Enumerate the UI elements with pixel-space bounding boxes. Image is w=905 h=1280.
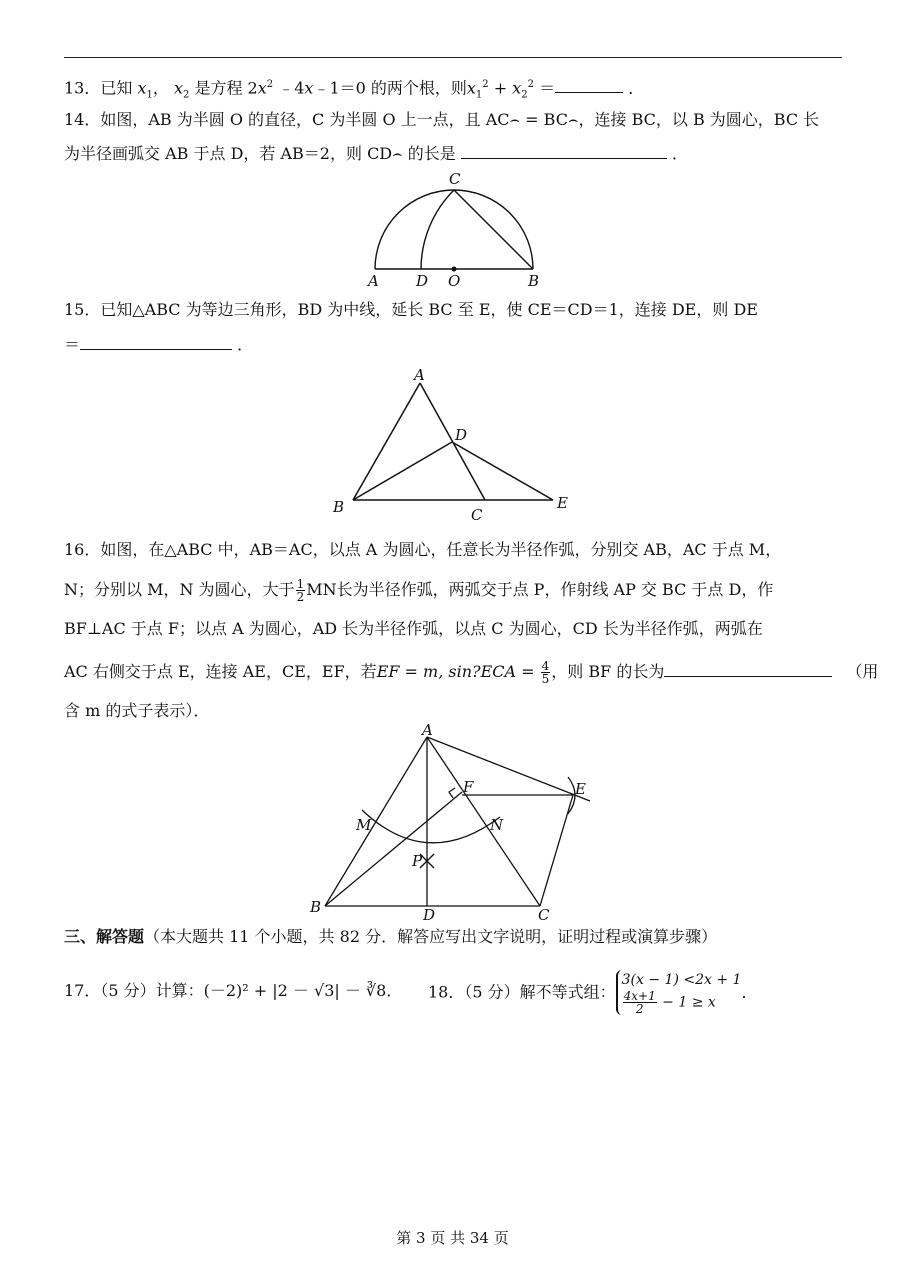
label-M: M <box>356 816 372 834</box>
label-F: F <box>463 778 474 796</box>
question-16-line4: AC 右侧交于点 E，连接 AE，CE，EF，若EF = m, sin?ECA = $\frac{4}{5}$ ，则 BF 的长为 （用 <box>64 659 879 686</box>
inequality-system: 3(x − 1) <2x + 1 $\frac{4x+1}{2}$ − 1 ≥ x <box>616 970 742 1015</box>
question-16-line3: BF⊥AC 于点 F；以点 A 为圆心，AD 长为半径作弧，以点 C 为圆心，CD 长为半径作弧，两弧在 <box>64 619 763 638</box>
figure-15 <box>325 360 585 525</box>
question-16-line5: 含 m 的式子表示）． <box>64 701 210 720</box>
question-16-line1: 16．如图，在△ABC 中，AB＝AC，以点 A 为圆心，任意长为半径作弧，分别交 AB，AC 于点 M， <box>64 540 782 559</box>
fraction-four-fifths: $\frac{4}{5}$ <box>541 659 550 686</box>
label-A: A <box>422 722 433 739</box>
label-C: C <box>471 506 483 524</box>
label-D: D <box>423 906 436 922</box>
label-B: B <box>310 898 322 916</box>
label-C: C <box>538 906 550 922</box>
figure-14 <box>355 168 555 290</box>
section-3-heading: 三、解答题（本大题共 11 个小题，共 82 分．解答应写出文字说明，证明过程或演算步骤） <box>64 927 718 946</box>
label-P: P <box>412 852 423 870</box>
label-O: O <box>448 272 461 290</box>
label-C: C <box>449 170 461 188</box>
question-18: 18．（5 分）解不等式组： 3(x − 1) <2x + 1 $\frac{4x+1}{2}$ − 1 ≥ x ． <box>428 972 758 1016</box>
question-14-line2: 为半径画弧交 AB 于点 D，若 AB＝2，则 CD⌢ 的长是 ． <box>64 144 688 163</box>
question-17: 17．（5 分）计算：(－2)² + |2 － √3| － ∛8． <box>64 981 403 1000</box>
question-13: 13．已知 $x_1$， $x_2$ 是方程 $2x^2$ ﹣4x﹣1＝0 的两个根，则$x_1^2 + x_2^2$ ＝ ． <box>64 78 645 101</box>
label-B: B <box>333 498 345 516</box>
label-E: E <box>575 780 586 798</box>
page-footer: 第 3 页 共 34 页 <box>396 1229 509 1247</box>
question-15-line1: 15．已知△ABC 为等边三角形，BD 为中线，延长 BC 至 E，使 CE＝CD＝1，连接 DE，则 DE <box>64 300 758 319</box>
answer-blank-14[interactable] <box>461 144 667 159</box>
label-E: E <box>557 494 568 512</box>
answer-blank-13[interactable] <box>555 78 623 93</box>
answer-blank-16[interactable] <box>664 662 832 677</box>
answer-blank-15[interactable] <box>80 335 232 350</box>
question-14-line1: 14．如图，AB 为半圆 O 的直径，C 为半圆 O 上一点，且 AC⌢ = BC⌢，连接 BC，以 B 为圆心，BC 长 <box>64 110 820 129</box>
label-B: B <box>528 272 540 290</box>
question-15-line2: ＝ ． <box>64 335 254 354</box>
label-A: A <box>414 366 425 384</box>
label-A: A <box>368 272 379 290</box>
label-N: N <box>490 816 504 834</box>
top-rule <box>64 57 842 58</box>
figure-16 <box>300 722 600 922</box>
label-D: D <box>455 426 468 444</box>
question-16-line2: N；分别以 M，N 为圆心，大于 $\frac{1}{2}$ MN长为半径作弧，两弧交于点 P，作射线 AP 交 BC 于点 D，作 <box>64 577 774 604</box>
label-D: D <box>416 272 429 290</box>
fraction-half: $\frac{1}{2}$ <box>296 577 305 604</box>
